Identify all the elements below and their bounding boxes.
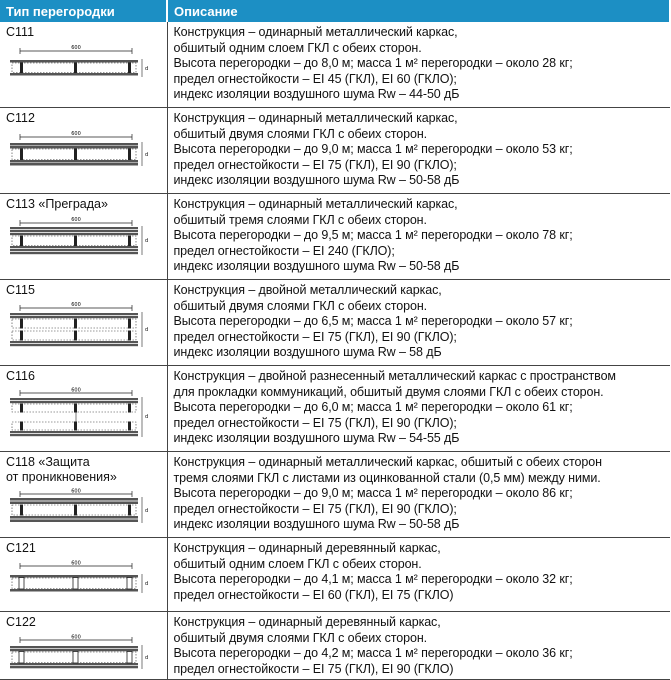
type-cell [0, 538, 167, 612]
type-cell [0, 280, 167, 366]
description-line: тремя слоями ГКЛ с листами из оцинкованной стали (0,5 мм) между ними. [173, 470, 601, 485]
dimension-label: 600 [71, 302, 81, 308]
description-line: Конструкция – одинарный металлический каркас, [173, 111, 458, 125]
description-line: Конструкция – одинарный металлический каркас, обшитый с обеих сторон [173, 455, 602, 469]
description-line: Конструкция – одинарный деревянный каркас, [173, 615, 441, 629]
type-cell [0, 612, 167, 680]
description-line: индекс изоляции воздушного шума Rw – 50-58 дБ [173, 173, 460, 188]
description-line: индекс изоляции воздушного шума Rw – 50-58 дБ [173, 259, 460, 274]
description-line: обшитый двумя слоями ГКЛ с обеих сторон. [173, 126, 427, 141]
description-line: Высота перегородки – до 6,5 м; масса 1 м² перегородки – около 57 кг; [173, 314, 573, 329]
description-line: Конструкция – одинарный металлический каркас, [173, 197, 458, 211]
description-line: предел огнестойкости – EI 75 (ГКЛ), EI 90 (ГКЛО); [173, 501, 457, 516]
type-cell [0, 108, 167, 194]
table-row [0, 452, 670, 538]
table-header-row [0, 0, 670, 22]
description-line: индекс изоляции воздушного шума Rw – 50-58 дБ [173, 517, 460, 532]
partition-type-name: С113 «Преграда» [6, 197, 108, 211]
description-line: предел огнестойкости – EI 75 (ГКЛ), EI 90 (ГКЛО); [173, 415, 457, 430]
section-diagram [6, 488, 163, 530]
dimension-label: 600 [71, 45, 81, 51]
table-row [0, 194, 670, 280]
description-cell [167, 452, 670, 538]
description-cell [167, 194, 670, 280]
table-row [0, 366, 670, 452]
description-line: Высота перегородки – до 8,0 м; масса 1 м² перегородки – около 28 кг; [173, 56, 573, 71]
description-cell [167, 612, 670, 680]
dimension-label: 600 [71, 488, 81, 495]
description-cell [167, 366, 670, 452]
description-line: предел огнестойкости – EI 75 (ГКЛ), EI 90 (ГКЛО); [173, 157, 457, 172]
description-line: индекс изоляции воздушного шума Rw – 54-55 дБ [173, 431, 460, 446]
table-row [0, 538, 670, 612]
description-line: предел огнестойкости – EI 45 (ГКЛ), EI 60 (ГКЛО); [173, 71, 457, 86]
description-line: Высота перегородки – до 4,1 м; масса 1 м² перегородки – около 32 кг; [173, 572, 573, 587]
partition-type-name: С121 [6, 541, 36, 555]
description-line: индекс изоляции воздушного шума Rw – 58 дБ [173, 345, 442, 360]
section-diagram [6, 387, 163, 443]
type-cell [0, 452, 167, 538]
description-line: Конструкция – двойной металлический каркас, [173, 283, 442, 297]
description-line: предел огнестойкости – EI 75 (ГКЛ), EI 90 (ГКЛО) [173, 661, 454, 676]
description-line: предел огнестойкости – EI 60 (ГКЛ), EI 75 (ГКЛО) [173, 587, 454, 602]
section-diagram [6, 129, 163, 179]
section-diagram [6, 301, 163, 355]
dimension-label: 600 [71, 217, 81, 223]
dimension-label: 600 [71, 560, 81, 567]
description-line: для прокладки коммуникаций, обшитый двумя слоями ГКЛ с обеих сторон. [173, 384, 604, 399]
description-line: Конструкция – одинарный металлический каркас, [173, 25, 458, 39]
table-row [0, 108, 670, 194]
partition-type-name: С122 [6, 615, 36, 629]
partition-type-name: от проникновения» [6, 470, 117, 484]
dimension-label: 600 [71, 634, 81, 641]
section-diagram [6, 559, 163, 603]
partition-type-name: С112 [6, 111, 35, 125]
description-line: Высота перегородки – до 6,0 м; масса 1 м² перегородки – около 61 кг; [173, 400, 573, 415]
dimension-label: 600 [71, 131, 81, 137]
partition-type-name: С111 [6, 25, 35, 39]
description-line: Высота перегородки – до 9,0 м; масса 1 м² перегородки – около 53 кг; [173, 142, 573, 157]
svg-text:d: d [145, 152, 149, 158]
description-line: Конструкция – одинарный деревянный каркас, [173, 541, 441, 555]
description-line: Высота перегородки – до 4,2 м; масса 1 м² перегородки – около 36 кг; [173, 646, 573, 661]
svg-text:d: d [145, 655, 149, 661]
description-line: индекс изоляции воздушного шума Rw – 44-50 дБ [173, 87, 460, 102]
svg-text:d: d [145, 327, 149, 333]
description-cell [167, 108, 670, 194]
description-line: Высота перегородки – до 9,0 м; масса 1 м² перегородки – около 86 кг; [173, 486, 573, 501]
section-diagram [6, 43, 163, 93]
description-line: предел огнестойкости – EI 75 (ГКЛ), EI 90 (ГКЛО); [173, 329, 457, 344]
dimension-label: 600 [71, 387, 81, 394]
description-line: обшитый одним слоем ГКЛ с обеих сторон. [173, 556, 422, 571]
description-line: Высота перегородки – до 9,5 м; масса 1 м² перегородки – около 78 кг; [173, 228, 573, 243]
description-line: обшитый двумя слоями ГКЛ с обеих сторон. [173, 298, 427, 313]
description-line: Конструкция – двойной разнесенный металлический каркас с пространством [173, 369, 616, 383]
partition-type-name: С118 «Защита [6, 455, 90, 469]
svg-text:d: d [145, 508, 149, 514]
partition-type-name: С115 [6, 283, 35, 297]
description-line: обшитый тремя слоями ГКЛ с обеих сторон. [173, 212, 427, 227]
description-cell [167, 280, 670, 366]
table-row [0, 22, 670, 108]
section-diagram [6, 633, 163, 677]
type-cell [0, 194, 167, 280]
svg-text:d: d [145, 66, 149, 72]
type-cell [0, 366, 167, 452]
description-cell [167, 538, 670, 612]
partition-type-name: С116 [6, 369, 35, 383]
table-row [0, 612, 670, 680]
section-diagram [6, 215, 163, 265]
svg-text:d: d [145, 414, 149, 420]
svg-text:d: d [145, 238, 149, 244]
description-line: предел огнестойкости – EI 240 (ГКЛО); [173, 243, 395, 258]
description-line: обшитый одним слоем ГКЛ с обеих сторон. [173, 40, 422, 55]
description-line: обшитый двумя слоями ГКЛ с обеих сторон. [173, 630, 427, 645]
description-cell [167, 22, 670, 108]
type-cell [0, 22, 167, 108]
svg-text:d: d [145, 581, 149, 587]
column-header-description: Описание [167, 0, 670, 22]
column-header-type: Тип перегородки [0, 0, 167, 22]
table-row [0, 280, 670, 366]
